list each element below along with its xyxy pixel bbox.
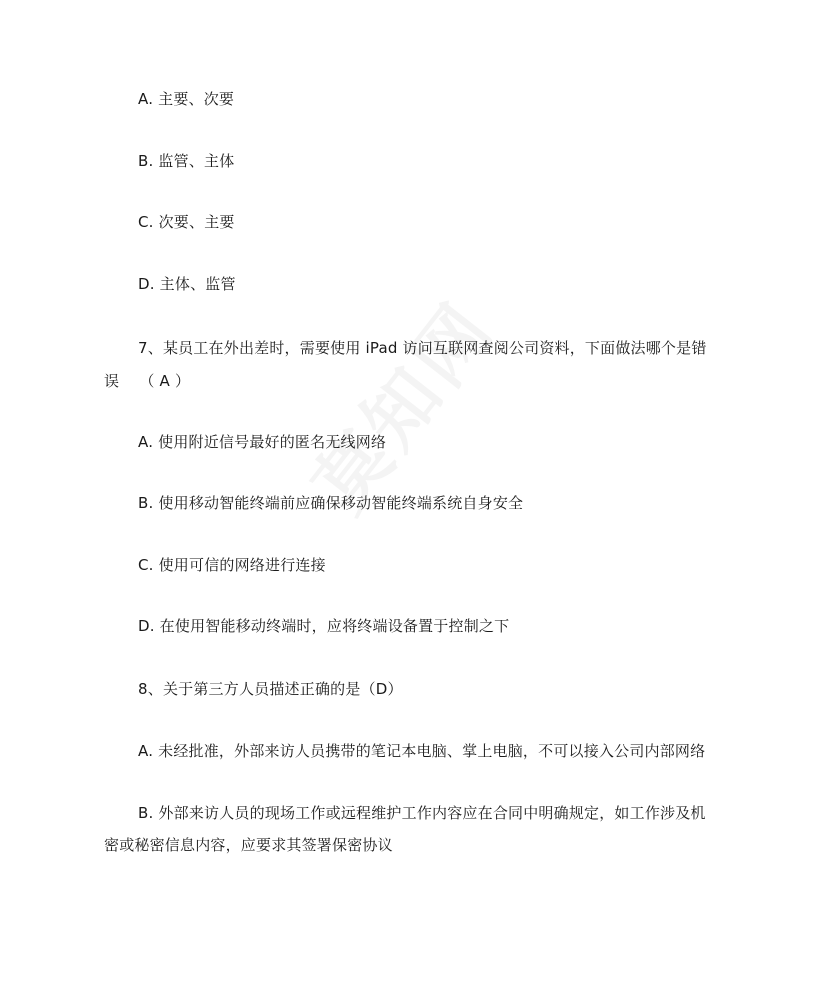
q6-option-d: D. 主体、监管 [138,275,236,293]
q7-stem-line2: 误 （ A ） [104,372,191,390]
q6-option-a: A. 主要、次要 [138,90,235,108]
q7-option-d: D. 在使用智能移动终端时，应将终端设备置于控制之下 [138,617,510,635]
q6-option-c: C. 次要、主要 [138,213,235,231]
q7-option-c: C. 使用可信的网络进行连接 [138,556,326,574]
q8-option-b-line1: B. 外部来访人员的现场工作或远程维护工作内容应在合同中明确规定，如工作涉及机 [138,804,706,822]
q6-option-b: B. 监管、主体 [138,152,235,170]
q8-option-a: A. 未经批准，外部来访人员携带的笔记本电脑、掌上电脑，不可以接入公司内部网络 [138,742,706,760]
q7-stem-line1: 7、某员工在外出差时，需要使用 iPad 访问互联网查阅公司资料，下面做法哪个是错 [138,339,707,357]
q8-stem: 8、关于第三方人员描述正确的是（D） [138,680,403,698]
q7-option-a: A. 使用附近信号最好的匿名无线网络 [138,433,387,451]
q7-option-b: B. 使用移动智能终端前应确保移动智能终端系统自身安全 [138,494,524,512]
q8-option-b-line2: 密或秘密信息内容，应要求其签署保密协议 [104,836,393,854]
